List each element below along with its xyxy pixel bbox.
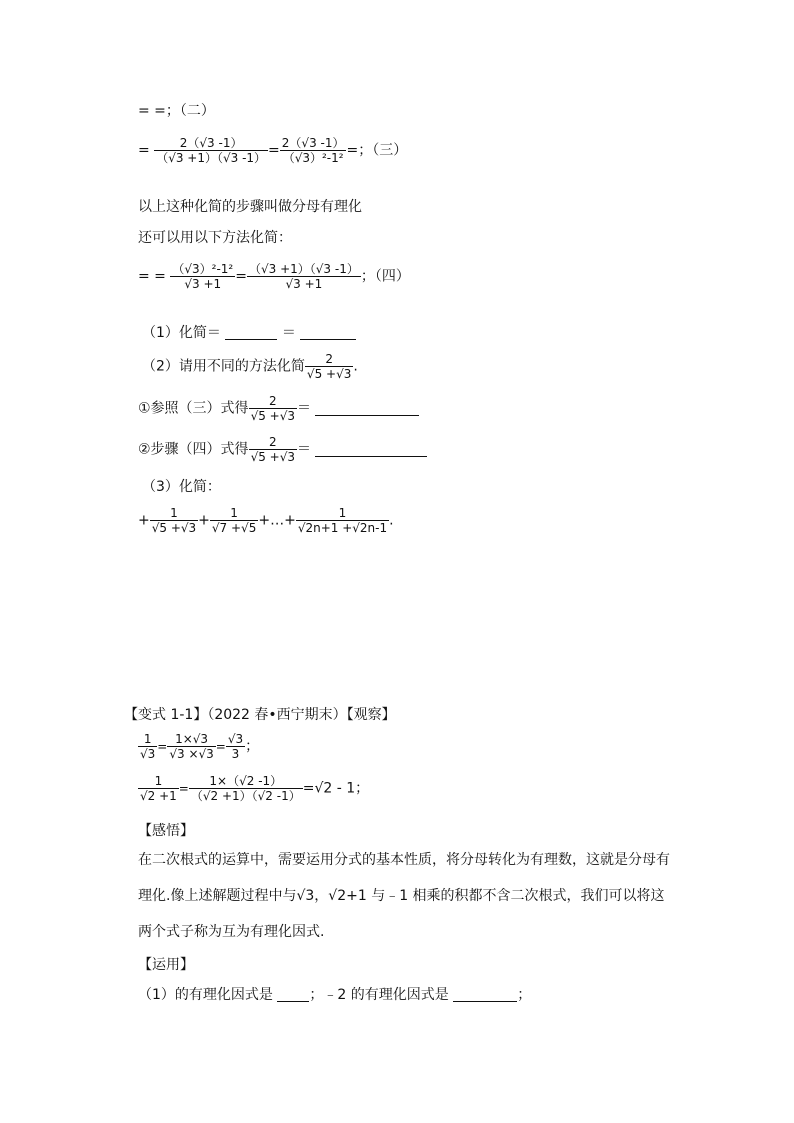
question-1	[142, 324, 356, 342]
example-1: $\frac{1}{√3}$ = $\frac{1\times√3}{√3 \times√3}$ = $\frac{√3}{3}$ ；	[140, 732, 260, 761]
step3-numerator-2: 2（√3 -1）	[281, 136, 345, 150]
answer-blank-1b[interactable]	[300, 325, 356, 340]
apply-title: 【运用】	[138, 957, 194, 973]
step4-tag: ；（四）	[360, 268, 410, 285]
q2b-numerator: 2	[249, 435, 297, 450]
insight-paragraph: 在二次根式的运算中，需要运用分式的基本性质，将分母转化为有理数，这就是分母有理化.像上述解题过程中与√3，√2+1 与﹣1 相乘的积都不含二次根式，我们可以将这两个式子称为互为有理化因式.	[138, 852, 670, 940]
q3-fraction-3	[296, 506, 389, 535]
step3-tag: =；（三）	[346, 142, 408, 159]
ex1-c-den: 3	[231, 747, 240, 761]
step2-line: = =；（二）	[138, 103, 215, 119]
step3-line: = $\frac{2(√3 -1)}{(√3 +1)(√3 -1)}$ = $\frac{2(√3 -1)}{\text{（√3）²-1²}}$ =；（三）	[138, 136, 408, 165]
q2-numerator: 2	[305, 352, 353, 367]
question-2-fraction	[305, 352, 353, 381]
insight-title: 【感悟】	[138, 823, 194, 839]
step4-denominator: √3 +1	[184, 277, 222, 291]
question-3: （3）化简：	[142, 479, 221, 495]
apply-q1-text-c: ；	[517, 987, 532, 1003]
example-2: $\frac{1}{√2 +1}$ = $\frac{1\times(√2 -1)}{(√2 +1)(√2 -1)}$ =√2 - 1；	[140, 774, 370, 803]
ex1-c-num: √3	[227, 732, 244, 746]
step4-numerator: （√3）²-1²	[172, 262, 234, 276]
apply-q1-text-a: （1）的有理化因式是	[138, 987, 273, 1003]
q3-dots: +…+	[258, 512, 296, 529]
answer-blank-1a[interactable]	[225, 325, 277, 340]
step4-denominator-2: √3 +1	[285, 277, 323, 291]
ex2-b-den: （√2 +1）（√2 -1）	[190, 789, 301, 803]
q3-fraction-1	[150, 506, 198, 535]
q3-fraction-3-den: √2n+1 +√2n-1	[297, 521, 388, 535]
ex1-a-num: 1	[138, 732, 157, 747]
question-2: （2）请用不同的方法化简 $\frac{2}{√5 +√3}$ .	[142, 352, 358, 381]
question-2a-fraction	[249, 394, 297, 423]
intro-line-1: 以上这种化简的步骤叫做分母有理化	[138, 199, 362, 215]
ex2-a-num: 1	[138, 774, 179, 789]
step3-denominator: （√3 +1）（√3 -1）	[156, 151, 267, 165]
question-3-expression: + $\frac{1}{√5 +√3}$ + $\frac{1}{√7 +√5}$ +…+ $\frac{1}{√2n+1 +√2n-1}$ .	[138, 506, 394, 535]
ex2-frac-b	[189, 774, 303, 803]
answer-blank-apply-1[interactable]	[277, 987, 309, 1002]
q3-fraction-3-num: 1	[296, 506, 389, 521]
ex2-tail: =√2 - 1；	[302, 780, 370, 797]
q3-fraction-1-den: √5 +√3	[151, 521, 197, 535]
step4-line: = = $\frac{\text{（√3）²-1²}}{√3 +1}$ = $\frac{(√3 +1)(√3 -1)}{√3 +1}$ ；（四）	[138, 262, 410, 291]
ex1-frac-c	[226, 732, 245, 761]
q3-fraction-2-num: 1	[210, 506, 258, 521]
ex1-frac-a	[138, 732, 157, 761]
apply-question-1	[138, 986, 531, 1004]
question-1-eq: ＝	[281, 325, 296, 341]
step4-fraction-2	[247, 262, 361, 291]
question-2-text: （2）请用不同的方法化简	[142, 358, 305, 375]
answer-blank-2a[interactable]	[315, 401, 419, 416]
question-2b-text: ②步骤（四）式得	[138, 441, 249, 458]
step4-numerator-2: （√3 +1）（√3 -1）	[248, 262, 359, 276]
step3-fraction-2	[280, 136, 347, 165]
question-1-text: （1）化简＝	[142, 325, 221, 341]
ex1-a-den: √3	[140, 747, 156, 761]
q3-fraction-1-num: 1	[150, 506, 198, 521]
question-2a-text: ①参照（三）式得	[138, 400, 249, 417]
ex2-frac-a	[138, 774, 179, 803]
question-2b: ②步骤（四）式得 $\frac{2}{√5 +√3}$ ＝	[138, 435, 427, 464]
q3-fraction-2	[210, 506, 258, 535]
answer-blank-apply-2[interactable]	[453, 987, 517, 1002]
ex1-b-den: √3 ×√3	[169, 747, 214, 761]
step3-fraction	[154, 136, 268, 165]
intro-line-2: 还可以用以下方法化简：	[138, 230, 292, 246]
variant-header: 【变式 1-1】（2022 春•西宁期末）【观察】	[124, 707, 396, 723]
question-2a: ①参照（三）式得 $\frac{2}{√5 +√3}$ ＝	[138, 394, 419, 423]
step4-fraction	[170, 262, 235, 291]
apply-q1-text-b: ；﹣2 的有理化因式是	[309, 987, 449, 1003]
q3-fraction-2-den: √7 +√5	[211, 521, 257, 535]
step3-denominator-2: （√3）²-1²	[282, 151, 344, 165]
step3-numerator: 2（√3 -1）	[154, 136, 268, 151]
q2a-numerator: 2	[249, 394, 297, 409]
q2-denominator: √5 +√3	[306, 367, 352, 381]
ex1-b-num: 1×√3	[167, 732, 215, 747]
answer-blank-2b[interactable]	[315, 442, 427, 457]
ex2-a-den: √2 +1	[140, 789, 177, 803]
question-2b-fraction	[249, 435, 297, 464]
ex2-b-num: 1×（√2 -1）	[189, 774, 303, 789]
q2b-denominator: √5 +√3	[250, 450, 295, 464]
ex1-frac-b	[167, 732, 215, 761]
q2a-denominator: √5 +√3	[250, 409, 295, 423]
